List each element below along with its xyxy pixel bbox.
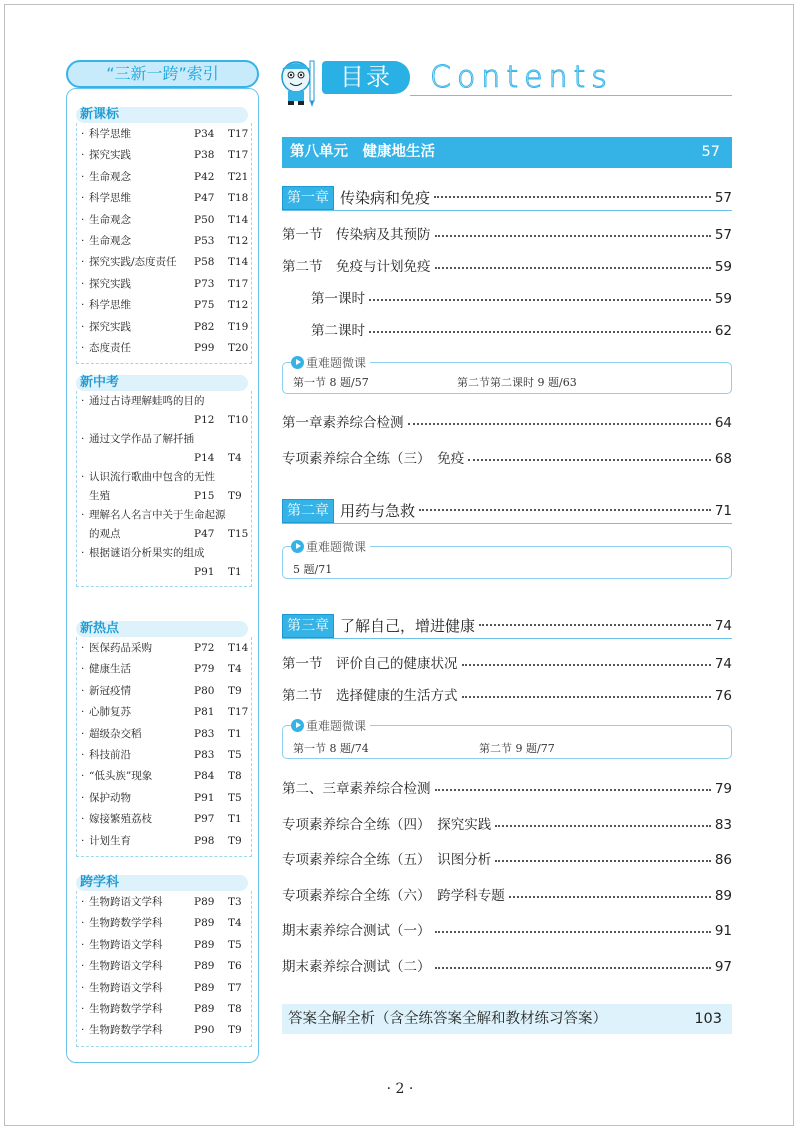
page-number: 97 — [714, 959, 732, 975]
bullet-icon: · — [81, 917, 85, 930]
index-row-cont[interactable] — [77, 563, 251, 582]
index-topic-cont: 的观点 — [89, 528, 121, 540]
index-row[interactable] — [77, 766, 251, 787]
index-question: T20 — [228, 341, 249, 354]
entry-label: 期末素养综合测试（二） — [282, 959, 431, 975]
index-topic: 科技前沿 — [89, 748, 131, 761]
index-topic: 计划生育 — [89, 834, 131, 847]
index-row[interactable] — [77, 506, 251, 525]
index-row-cont[interactable] — [77, 449, 251, 468]
toc-entry[interactable] — [282, 815, 732, 835]
micro-lesson-item: 5 题/71 — [293, 563, 333, 576]
play-icon — [291, 356, 304, 369]
contents-title: Contents — [430, 60, 613, 95]
entry-label: 专项素养综合全练（四） 探究实践 — [282, 817, 492, 833]
bullet-icon: · — [81, 706, 85, 719]
index-page: P42 — [194, 170, 215, 183]
index-page: P47 — [194, 528, 215, 540]
bullet-icon: · — [81, 896, 85, 908]
index-row-cont[interactable] — [77, 525, 251, 544]
index-topic: 生命观念 — [89, 213, 131, 226]
index-page: P81 — [194, 706, 215, 719]
index-row[interactable] — [77, 681, 251, 702]
micro-lesson-item: 第一节 8 题/74 — [293, 742, 369, 755]
index-row[interactable] — [77, 809, 251, 830]
page-number: 83 — [714, 817, 732, 833]
index-question: T5 — [228, 748, 242, 761]
page-number: 89 — [714, 888, 732, 904]
index-page: P58 — [194, 256, 215, 269]
index-question: T9 — [228, 1024, 242, 1037]
index-page: P38 — [194, 149, 215, 162]
bullet-icon: · — [81, 770, 85, 783]
entry-label: 第一节 评价自己的健康状况 — [282, 656, 458, 672]
entry-label: 第二节 免疫与计划免疫 — [282, 259, 431, 275]
index-topic: 超级杂交稻 — [89, 727, 142, 740]
toc-entry[interactable] — [282, 225, 732, 245]
index-question: T4 — [228, 452, 242, 464]
index-row[interactable] — [77, 252, 251, 273]
page-number: 64 — [714, 415, 732, 431]
chapter-tag: 第二章 — [282, 499, 334, 523]
toc-entry[interactable] — [311, 289, 732, 309]
index-row[interactable] — [77, 788, 251, 809]
index-row[interactable] — [77, 913, 251, 934]
index-row[interactable] — [77, 295, 251, 316]
index-section — [67, 621, 258, 857]
index-topic: 生物跨语文学科 — [89, 960, 163, 973]
index-question: T12 — [228, 234, 249, 247]
index-page: P12 — [194, 414, 215, 426]
index-question: T17 — [228, 277, 249, 290]
index-page: P72 — [194, 642, 215, 654]
toc-entry[interactable] — [282, 654, 732, 674]
index-topic: 心肺复苏 — [89, 706, 131, 719]
index-row[interactable] — [77, 1020, 251, 1041]
micro-lesson-tag: 重难题微课 — [291, 354, 370, 371]
index-row[interactable] — [77, 145, 251, 166]
index-page: P91 — [194, 566, 215, 578]
index-question: T12 — [228, 299, 249, 312]
index-question: T17 — [228, 128, 249, 140]
bullet-icon: · — [81, 395, 85, 407]
bullet-icon: · — [81, 1002, 85, 1015]
index-topic: 理解名人名言中关于生命起源 — [89, 509, 226, 521]
index-question: T4 — [228, 663, 242, 676]
chapter-2[interactable] — [282, 499, 732, 524]
chapter-title: 用药与急救 — [340, 502, 416, 520]
index-question: T1 — [228, 813, 242, 826]
entry-label: 第二、三章素养综合检测 — [282, 781, 431, 797]
index-topic-cont: 生殖 — [89, 490, 110, 502]
bullet-icon: · — [81, 433, 85, 445]
index-row[interactable] — [77, 745, 251, 766]
index-topic: 医保药品采购 — [89, 642, 152, 654]
index-question: T21 — [228, 170, 249, 183]
bullet-icon: · — [81, 960, 85, 973]
index-row[interactable] — [77, 935, 251, 956]
index-sidebar — [66, 88, 259, 1063]
bullet-icon: · — [81, 256, 85, 269]
micro-lesson-item: 第二节 9 题/77 — [479, 742, 555, 755]
index-topic: 保护动物 — [89, 791, 131, 804]
index-topic: 态度责任 — [89, 341, 131, 354]
page-number: 76 — [714, 688, 732, 704]
unit-page: 57 — [701, 144, 720, 160]
entry-label: 第二课时 — [311, 323, 365, 339]
page-number: 86 — [714, 852, 732, 868]
index-question: T9 — [228, 834, 242, 847]
index-page: P98 — [194, 834, 215, 847]
page-number: 74 — [714, 656, 732, 672]
bullet-icon: · — [81, 981, 85, 994]
toc-entry[interactable] — [282, 686, 732, 706]
micro-lesson-item: 第一节 8 题/57 — [293, 376, 369, 389]
index-page: P34 — [194, 128, 215, 140]
bullet-icon: · — [81, 192, 85, 205]
index-question: T15 — [228, 528, 249, 540]
page-number: 68 — [714, 451, 732, 467]
bullet-icon: · — [81, 341, 85, 354]
index-topic: 通过文学作品了解扦插 — [89, 433, 194, 445]
page-number: 91 — [714, 923, 732, 939]
index-row-cont[interactable] — [77, 411, 251, 430]
entry-label: 专项素养综合全练（三） 免疫 — [282, 451, 465, 467]
index-row[interactable] — [77, 892, 251, 913]
index-row[interactable] — [77, 231, 251, 252]
index-topic: 生物跨语文学科 — [89, 896, 163, 908]
index-topic: 生物跨语文学科 — [89, 981, 163, 994]
bullet-icon: · — [81, 547, 85, 559]
index-section — [67, 107, 258, 364]
index-topic: 科学思维 — [89, 192, 131, 205]
index-question: T9 — [228, 684, 242, 697]
index-question: T8 — [228, 1002, 242, 1015]
play-icon — [291, 719, 304, 732]
bullet-icon: · — [81, 813, 85, 826]
index-page: P90 — [194, 1024, 215, 1037]
index-topic: 探究实践 — [89, 320, 131, 333]
index-question: T18 — [228, 192, 249, 205]
index-row[interactable] — [77, 638, 251, 659]
page-number-footer: · 2 · — [386, 1081, 414, 1097]
micro-lesson-box[interactable] — [282, 540, 732, 579]
index-question: T5 — [228, 791, 242, 804]
index-title: “三新一跨”索引 — [66, 60, 259, 88]
entry-label: 期末素养综合测试（一） — [282, 923, 431, 939]
page-number: 71 — [714, 503, 732, 519]
page-number: 59 — [714, 259, 732, 275]
toc-entry[interactable] — [282, 921, 732, 941]
index-page: P89 — [194, 1002, 215, 1015]
index-topic: 生物跨数学学科 — [89, 917, 163, 930]
page-number: 57 — [714, 227, 732, 243]
index-topic: 生命观念 — [89, 234, 131, 247]
entry-label: 第一节 传染病及其预防 — [282, 227, 431, 243]
bullet-icon: · — [81, 213, 85, 226]
index-page: P83 — [194, 748, 215, 761]
toc-title: 目录 — [322, 61, 410, 94]
index-row[interactable] — [77, 210, 251, 231]
index-topic: 探究实践 — [89, 277, 131, 290]
answer-section[interactable] — [282, 1004, 732, 1034]
index-topic: “低头族”现象 — [89, 770, 153, 783]
index-section-heading: 新热点 — [76, 621, 248, 637]
index-topic: 健康生活 — [89, 663, 131, 676]
index-page: P91 — [194, 791, 215, 804]
index-page: P89 — [194, 981, 215, 994]
chapter-title: 传染病和免疫 — [340, 189, 431, 207]
index-question: T17 — [228, 149, 249, 162]
index-topic: 生命观念 — [89, 170, 131, 183]
unit-label: 第八单元 健康地生活 — [290, 144, 435, 160]
toc-entry[interactable] — [282, 886, 732, 906]
mascot-icon — [276, 55, 322, 109]
index-question: T5 — [228, 938, 242, 951]
index-topic: 生物跨数学学科 — [89, 1002, 163, 1015]
unit-heading[interactable] — [282, 137, 732, 168]
bullet-icon: · — [81, 471, 85, 483]
bullet-icon: · — [81, 128, 85, 140]
micro-lesson-box[interactable] — [282, 356, 732, 394]
index-row[interactable] — [77, 956, 251, 977]
index-topic: 科学思维 — [89, 299, 131, 312]
index-page: P15 — [194, 490, 215, 502]
index-section-heading: 新中考 — [76, 375, 248, 391]
index-topic: 科学思维 — [89, 128, 131, 140]
index-question: T19 — [228, 320, 249, 333]
chapter-1[interactable] — [282, 186, 732, 211]
index-question: T10 — [228, 414, 249, 426]
entry-label: 第一章素养综合检测 — [282, 415, 404, 431]
index-question: T7 — [228, 981, 242, 994]
entry-label: 专项素养综合全练（五） 识图分析 — [282, 852, 492, 868]
toc-entry[interactable] — [282, 413, 732, 433]
index-question: T6 — [228, 960, 242, 973]
page-number: 62 — [714, 323, 732, 339]
index-page: P82 — [194, 320, 215, 333]
index-row[interactable] — [77, 430, 251, 449]
toc-entry[interactable] — [311, 321, 732, 341]
index-page: P89 — [194, 938, 215, 951]
index-row[interactable] — [77, 544, 251, 563]
bullet-icon: · — [81, 684, 85, 697]
page-number: 79 — [714, 781, 732, 797]
index-page: P80 — [194, 684, 215, 697]
index-page: P47 — [194, 192, 215, 205]
toc-entry[interactable] — [282, 850, 732, 870]
index-page: P50 — [194, 213, 215, 226]
bullet-icon: · — [81, 748, 85, 761]
answer-page: 103 — [694, 1011, 722, 1027]
index-topic: 嫁接繁殖荔枝 — [89, 813, 152, 826]
index-row[interactable] — [77, 167, 251, 188]
micro-lesson-box[interactable] — [282, 719, 732, 759]
index-row[interactable] — [77, 468, 251, 487]
index-topic: 根据谜语分析果实的组成 — [89, 547, 205, 559]
index-page: P73 — [194, 277, 215, 290]
index-question: T17 — [228, 706, 249, 719]
index-page: P89 — [194, 917, 215, 930]
bullet-icon: · — [81, 299, 85, 312]
chapter-title: 了解自己，增进健康 — [340, 617, 476, 635]
bullet-icon: · — [81, 834, 85, 847]
index-row[interactable] — [77, 999, 251, 1020]
index-row[interactable] — [77, 392, 251, 411]
index-row[interactable] — [77, 724, 251, 745]
toc-entry[interactable] — [282, 779, 732, 799]
bullet-icon: · — [81, 149, 85, 162]
page-number: 74 — [714, 618, 732, 634]
index-page: P53 — [194, 234, 215, 247]
bullet-icon: · — [81, 727, 85, 740]
bullet-icon: · — [81, 170, 85, 183]
header-divider — [410, 95, 732, 96]
index-row[interactable] — [77, 317, 251, 338]
index-row-cont[interactable] — [77, 487, 251, 506]
entry-label: 专项素养综合全练（六） 跨学科专题 — [282, 888, 505, 904]
index-topic: 通过古诗理解蛙鸣的目的 — [89, 395, 205, 407]
micro-lesson-item: 第二节第二课时 9 题/63 — [457, 376, 577, 389]
play-icon — [291, 540, 304, 553]
toc-entry[interactable] — [282, 957, 732, 977]
index-question: T3 — [228, 896, 242, 908]
entry-label: 第二节 选择健康的生活方式 — [282, 688, 458, 704]
index-topic: 探究实践/态度责任 — [89, 256, 177, 269]
index-question: T1 — [228, 566, 242, 578]
index-topic: 探究实践 — [89, 149, 131, 162]
index-page: P79 — [194, 663, 215, 676]
index-question: T9 — [228, 490, 242, 502]
index-page: P14 — [194, 452, 215, 464]
index-section — [67, 375, 258, 587]
answer-label: 答案全解全析（含全练答案全解和教材练习答案） — [288, 1011, 607, 1027]
index-section — [67, 875, 258, 1047]
index-page: P99 — [194, 341, 215, 354]
index-row[interactable] — [77, 702, 251, 723]
bullet-icon: · — [81, 277, 85, 290]
bullet-icon: · — [81, 663, 85, 676]
index-topic: 认识流行歌曲中包含的无性 — [89, 471, 215, 483]
chapter-tag: 第三章 — [282, 614, 334, 638]
index-row[interactable] — [77, 338, 251, 359]
index-topic: 新冠疫情 — [89, 684, 131, 697]
index-question: T1 — [228, 727, 242, 740]
page-number: 57 — [714, 190, 732, 206]
index-section-heading: 跨学科 — [76, 875, 248, 891]
index-section-heading: 新课标 — [76, 107, 248, 123]
index-question: T14 — [228, 642, 249, 654]
index-question: T14 — [228, 256, 249, 269]
index-page: P89 — [194, 896, 215, 908]
micro-lesson-tag: 重难题微课 — [291, 538, 370, 555]
bullet-icon: · — [81, 938, 85, 951]
entry-label: 第一课时 — [311, 291, 365, 307]
index-row[interactable] — [77, 659, 251, 680]
index-topic: 生物跨语文学科 — [89, 938, 163, 951]
index-topic: 生物跨数学学科 — [89, 1024, 163, 1037]
bullet-icon: · — [81, 1024, 85, 1037]
index-page: P83 — [194, 727, 215, 740]
toc-entry[interactable] — [282, 449, 732, 469]
index-row[interactable] — [77, 274, 251, 295]
chapter-tag: 第一章 — [282, 186, 334, 210]
page-number: 59 — [714, 291, 732, 307]
index-question: T8 — [228, 770, 242, 783]
index-question: T4 — [228, 917, 242, 930]
index-page: P89 — [194, 960, 215, 973]
bullet-icon: · — [81, 642, 85, 654]
chapter-3[interactable] — [282, 614, 732, 639]
index-row[interactable] — [77, 978, 251, 999]
index-question: T14 — [228, 213, 249, 226]
bullet-icon: · — [81, 234, 85, 247]
index-page: P84 — [194, 770, 215, 783]
index-page: P97 — [194, 813, 215, 826]
micro-lesson-tag: 重难题微课 — [291, 717, 370, 734]
bullet-icon: · — [81, 791, 85, 804]
bullet-icon: · — [81, 320, 85, 333]
index-page: P75 — [194, 299, 215, 312]
index-row[interactable] — [77, 188, 251, 209]
bullet-icon: · — [81, 509, 85, 521]
toc-entry[interactable] — [282, 257, 732, 277]
index-row[interactable] — [77, 124, 251, 145]
index-row[interactable] — [77, 831, 251, 852]
